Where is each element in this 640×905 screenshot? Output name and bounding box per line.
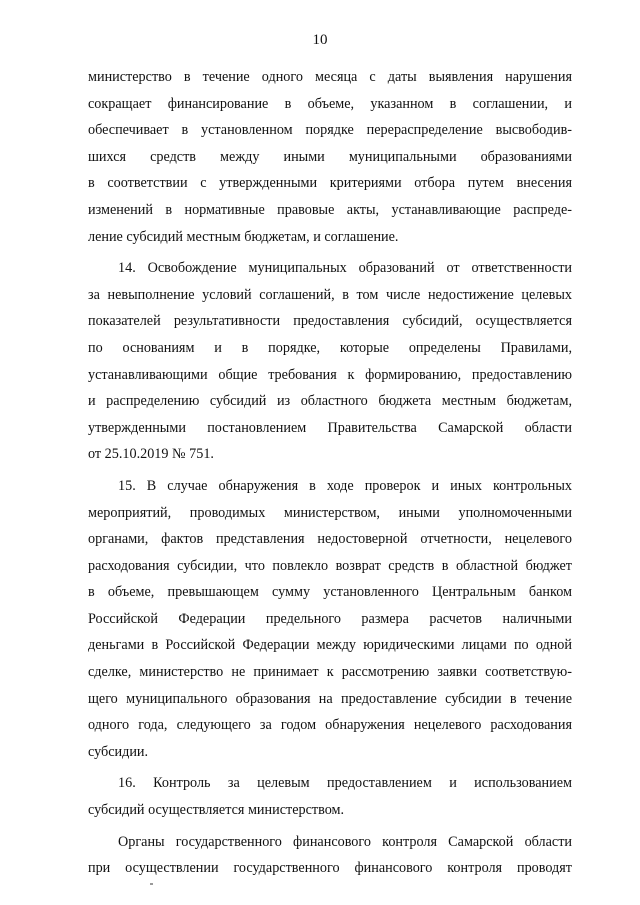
text-line: Российской Федерации предельного размера расчетов наличными xyxy=(88,610,572,627)
text-line: изменений в нормативные правовые акты, устанавливающие распреде- xyxy=(88,201,572,218)
text-line: Органы государственного финансового контроля Самарской области xyxy=(118,833,572,850)
text-line: субсидии. xyxy=(88,743,149,760)
text-line: мероприятий, проводимых министерством, иными уполномоченными xyxy=(88,504,572,521)
document-body xyxy=(88,64,572,882)
paragraph-14 xyxy=(88,255,572,468)
paragraph-financial-control xyxy=(88,829,572,882)
text-line: деньгами в Российской Федерации между юридическими лицами по одной xyxy=(88,637,572,654)
text-line: в соответствии с утвержденными критериями отбора путем внесения xyxy=(88,175,572,192)
text-line: органами, фактов представления недостоверной отчетности, нецелевого xyxy=(88,531,572,548)
text-line: 16. Контроль за целевым предоставлением и использованием xyxy=(118,775,572,792)
text-line: обеспечивает в установленном порядке перераспределение высвободив- xyxy=(88,122,572,139)
text-line: при осуществлении государственного финансового контроля проводят xyxy=(88,860,572,877)
text-line: ление субсидий местным бюджетам, и соглашение. xyxy=(88,228,399,245)
text-line: щего муниципального образования на предоставление субсидии в течение xyxy=(88,690,572,707)
text-line: 14. Освобождение муниципальных образований от ответственности xyxy=(118,260,572,277)
text-line: устанавливающими общие требования к формированию, предоставлению xyxy=(88,366,572,383)
text-line: субсидий осуществляется министерством. xyxy=(88,802,345,819)
text-line: от 25.10.2019 № 751. xyxy=(88,446,214,463)
text-line: в объеме, превышающем сумму установленного Центральным банком xyxy=(88,584,572,601)
text-line: 15. В случае обнаружения в ходе проверок и иных контрольных xyxy=(118,477,572,494)
text-line: сделке, министерство не принимает к рассмотрению заявки соответствую- xyxy=(88,664,572,681)
text-line: министерство в течение одного месяца с даты выявления нарушения xyxy=(88,69,572,85)
text-line: и распределению субсидий из областного бюджета местным бюджетам, xyxy=(88,393,572,410)
text-line: утвержденными постановлением Правительства Самарской области xyxy=(88,419,572,436)
text-line: расходования субсидии, что повлекло возврат средств в областной бюджет xyxy=(88,557,572,574)
paragraph-15 xyxy=(88,473,572,766)
scan-artifact xyxy=(150,883,153,885)
text-line: шихся средств между иными муниципальными образованиями xyxy=(88,148,572,165)
text-line: за невыполнение условий соглашений, в том числе недостижение целевых xyxy=(88,286,572,303)
paragraph-16 xyxy=(88,770,572,823)
text-line: по основаниям и в порядке, которые определены Правилами, xyxy=(88,339,572,356)
text-line: сокращает финансирование в объеме, указанном в соглашении, и xyxy=(88,95,572,112)
text-line: одного года, следующего за годом обнаружения нецелевого расходования xyxy=(88,717,572,734)
page-number: 10 xyxy=(312,32,328,48)
paragraph-continuation xyxy=(88,64,572,250)
text-line: показателей результативности предоставления субсидий, осуществляется xyxy=(88,313,572,330)
